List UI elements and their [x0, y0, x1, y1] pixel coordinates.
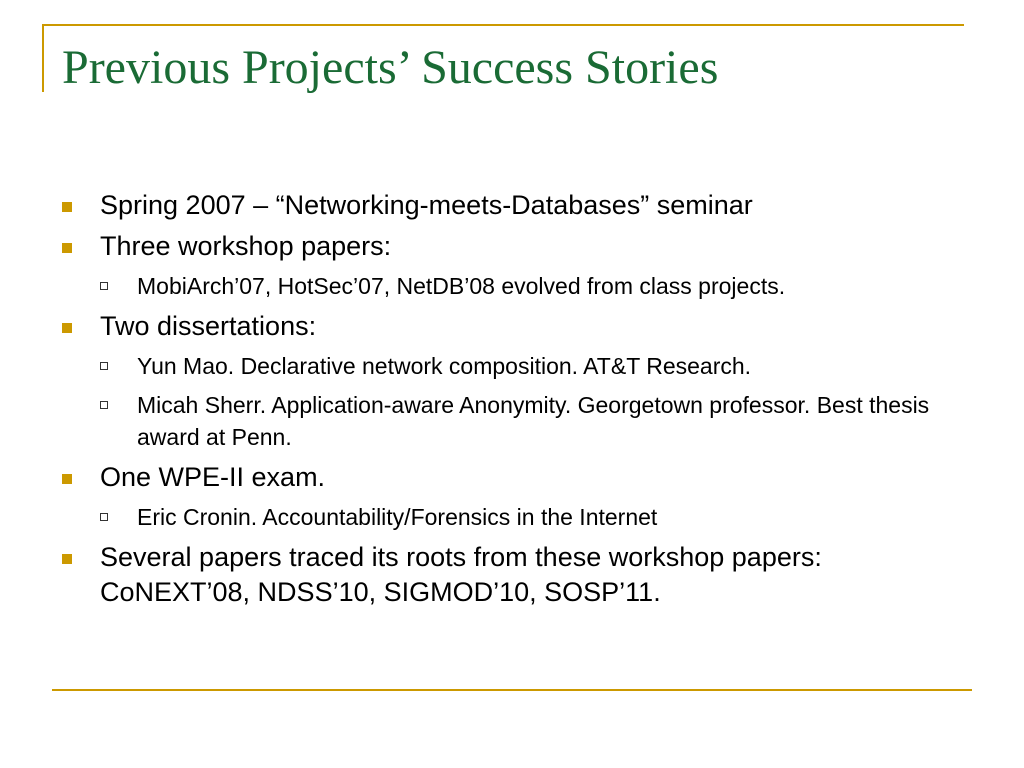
bullet-later-papers — [62, 540, 962, 610]
sub-bullet-list — [100, 350, 962, 453]
sub-bullet-item — [100, 350, 962, 382]
sub-bullet-list — [100, 501, 962, 533]
sub-bullet-list — [100, 270, 962, 302]
bullet-seminar — [62, 188, 962, 223]
square-bullet-icon — [62, 202, 72, 212]
sub-bullet-item — [100, 501, 962, 533]
hollow-square-bullet-icon — [100, 513, 108, 521]
sub-bullet-text: MobiArch’07, HotSec’07, NetDB’08 evolved from class projects. — [137, 273, 786, 299]
square-bullet-icon — [62, 323, 72, 333]
slide-content — [62, 188, 962, 616]
left-rule — [42, 26, 44, 92]
bullet-wpe-exam — [62, 460, 962, 533]
sub-bullet-text: Eric Cronin. Accountability/Forensics in the Internet — [137, 504, 658, 530]
hollow-square-bullet-icon — [100, 401, 108, 409]
sub-bullet-item — [100, 389, 962, 453]
square-bullet-icon — [62, 243, 72, 253]
slide-title: Previous Projects’ Success Stories — [62, 41, 719, 94]
hollow-square-bullet-icon — [100, 282, 108, 290]
bullet-workshop-papers — [62, 229, 962, 302]
bullet-text: Two dissertations: — [100, 311, 317, 341]
sub-bullet-text: Micah Sherr. Application-aware Anonymity. Georgetown professor. Best thesis award at Penn. — [137, 392, 930, 450]
square-bullet-icon — [62, 474, 72, 484]
sub-bullet-text: Yun Mao. Declarative network composition. AT&T Research. — [137, 353, 752, 379]
bullet-text: Spring 2007 – “Networking-meets-Databases” seminar — [100, 190, 753, 220]
bullet-text: Three workshop papers: — [100, 231, 392, 261]
bottom-rule — [52, 689, 972, 691]
bullet-text: Several papers traced its roots from these workshop papers: CoNEXT’08, NDSS’10, SIGMOD’10, SOSP’11. — [100, 542, 822, 607]
bullet-text: One WPE-II exam. — [100, 462, 326, 492]
bullet-list — [62, 188, 962, 610]
hollow-square-bullet-icon — [100, 362, 108, 370]
bullet-dissertations — [62, 309, 962, 453]
top-rule — [42, 24, 964, 26]
sub-bullet-item — [100, 270, 962, 302]
square-bullet-icon — [62, 554, 72, 564]
